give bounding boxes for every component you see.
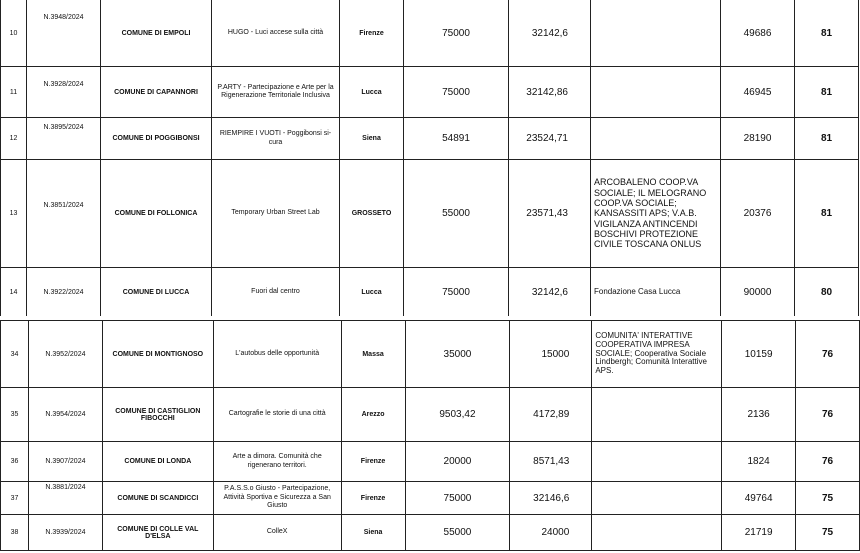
table-row [1,442,860,482]
amount-granted: 23524,71 [509,118,591,160]
province: Lucca [340,67,404,118]
table-row [1,0,859,67]
comune-name: COMUNE DI COLLE VAL D'ELSA [102,515,213,551]
amount-granted: 23571,43 [509,160,591,268]
province: Lucca [340,268,404,317]
protocol-number: N.3954/2024 [28,388,102,442]
amount-requested: 9503,42 [405,388,510,442]
table-row [1,118,859,160]
amount-requested: 55000 [405,515,510,551]
amount-granted: 8571,43 [510,442,592,482]
amount-granted: 32142,6 [509,0,591,67]
amount-granted: 15000 [510,321,592,388]
partners [591,67,721,118]
protocol-number: N.3881/2024 [28,482,102,515]
amount-requested: 75000 [404,268,509,317]
population: 49686 [721,0,795,67]
row-number: 35 [1,388,29,442]
partners: COMUNITA' INTERATTIVE COOPERATIVA IMPRESA SOCIALE; Cooperativa Sociale Lindbergh; Comunità Interattive APS. [592,321,722,388]
protocol-number: N.3952/2024 [28,321,102,388]
population: 1824 [722,442,796,482]
table-row [1,160,859,268]
partners [592,388,722,442]
comune-name: COMUNE DI LUCCA [101,268,212,317]
amount-granted: 32142,6 [509,268,591,317]
protocol-number: N.3939/2024 [28,515,102,551]
project-title: HUGO - Luci accese sulla città [212,0,340,67]
amount-requested: 75000 [404,67,509,118]
table-row [1,482,860,515]
amount-granted: 4172,89 [510,388,592,442]
population: 20376 [721,160,795,268]
population: 28190 [721,118,795,160]
table-row [1,67,859,118]
score: 81 [795,160,859,268]
row-number: 10 [1,0,27,67]
comune-name: COMUNE DI CASTIGLION FIBOCCHI [102,388,213,442]
row-number: 13 [1,160,27,268]
row-number: 12 [1,118,27,160]
comune-name: COMUNE DI SCANDICCI [102,482,213,515]
amount-requested: 75000 [404,0,509,67]
partners [592,482,722,515]
province: Massa [341,321,405,388]
table-row [1,321,860,388]
population: 49764 [722,482,796,515]
province: GROSSETO [340,160,404,268]
comune-name: COMUNE DI LONDA [102,442,213,482]
score: 75 [796,515,860,551]
score: 80 [795,268,859,317]
comune-name: COMUNE DI POGGIBONSI [101,118,212,160]
partners [592,515,722,551]
protocol-number: N.3928/2024 [27,67,101,118]
table-row [1,515,860,551]
project-title: Temporary Urban Street Lab [212,160,340,268]
amount-requested: 35000 [405,321,510,388]
project-title: RIEMPIRE I VUOTI - Poggibonsi si-cura [212,118,340,160]
row-number: 11 [1,67,27,118]
project-title: P.A.S.S.o Giusto - Partecipazione, Attività Sportiva e Sicurezza a San Giusto [213,482,341,515]
row-number: 36 [1,442,29,482]
population: 10159 [722,321,796,388]
table-row [1,388,860,442]
project-title: Fuori dal centro [212,268,340,317]
score: 76 [796,321,860,388]
row-number: 38 [1,515,29,551]
protocol-number: N.3922/2024 [27,268,101,317]
row-number: 34 [1,321,29,388]
project-title: ColleX [213,515,341,551]
comune-name: COMUNE DI CAPANNORI [101,67,212,118]
amount-granted: 24000 [510,515,592,551]
amount-requested: 55000 [404,160,509,268]
table-row [1,268,859,317]
comune-name: COMUNE DI EMPOLI [101,0,212,67]
partners [591,118,721,160]
amount-requested: 20000 [405,442,510,482]
row-number: 37 [1,482,29,515]
project-title: P.ARTY - Partecipazione e Arte per la Rigenerazione Territoriale Inclusiva [212,67,340,118]
province: Firenze [340,0,404,67]
protocol-number: N.3851/2024 [27,160,101,268]
province: Firenze [341,482,405,515]
project-title: L'autobus delle opportunità [213,321,341,388]
population: 90000 [721,268,795,317]
population: 2136 [722,388,796,442]
score: 76 [796,388,860,442]
score: 81 [795,118,859,160]
population: 46945 [721,67,795,118]
province: Firenze [341,442,405,482]
protocol-number: N.3948/2024 [27,0,101,67]
partners: ARCOBALENO COOP.VA SOCIALE; IL MELOGRANO COOP.VA SOCIALE; KANSASSITI APS; V.A.B. VIGILANZA ANTINCENDI BOSCHIVI PROTEZIONE CIVILE TOSCANA ONLUS [591,160,721,268]
score: 81 [795,0,859,67]
row-number: 14 [1,268,27,317]
protocol-number: N.3907/2024 [28,442,102,482]
ranking-table-bottom [0,320,860,551]
partners: Fondazione Casa Lucca [591,268,721,317]
partners [592,442,722,482]
amount-requested: 54891 [404,118,509,160]
province: Siena [340,118,404,160]
amount-granted: 32146,6 [510,482,592,515]
project-title: Arte a dimora. Comunità che rigenerano territori. [213,442,341,482]
amount-granted: 32142,86 [509,67,591,118]
project-title: Cartografie le storie di una città [213,388,341,442]
score: 75 [796,482,860,515]
comune-name: COMUNE DI FOLLONICA [101,160,212,268]
population: 21719 [722,515,796,551]
protocol-number: N.3895/2024 [27,118,101,160]
score: 81 [795,67,859,118]
province: Arezzo [341,388,405,442]
partners [591,0,721,67]
province: Siena [341,515,405,551]
comune-name: COMUNE DI MONTIGNOSO [102,321,213,388]
score: 76 [796,442,860,482]
amount-requested: 75000 [405,482,510,515]
